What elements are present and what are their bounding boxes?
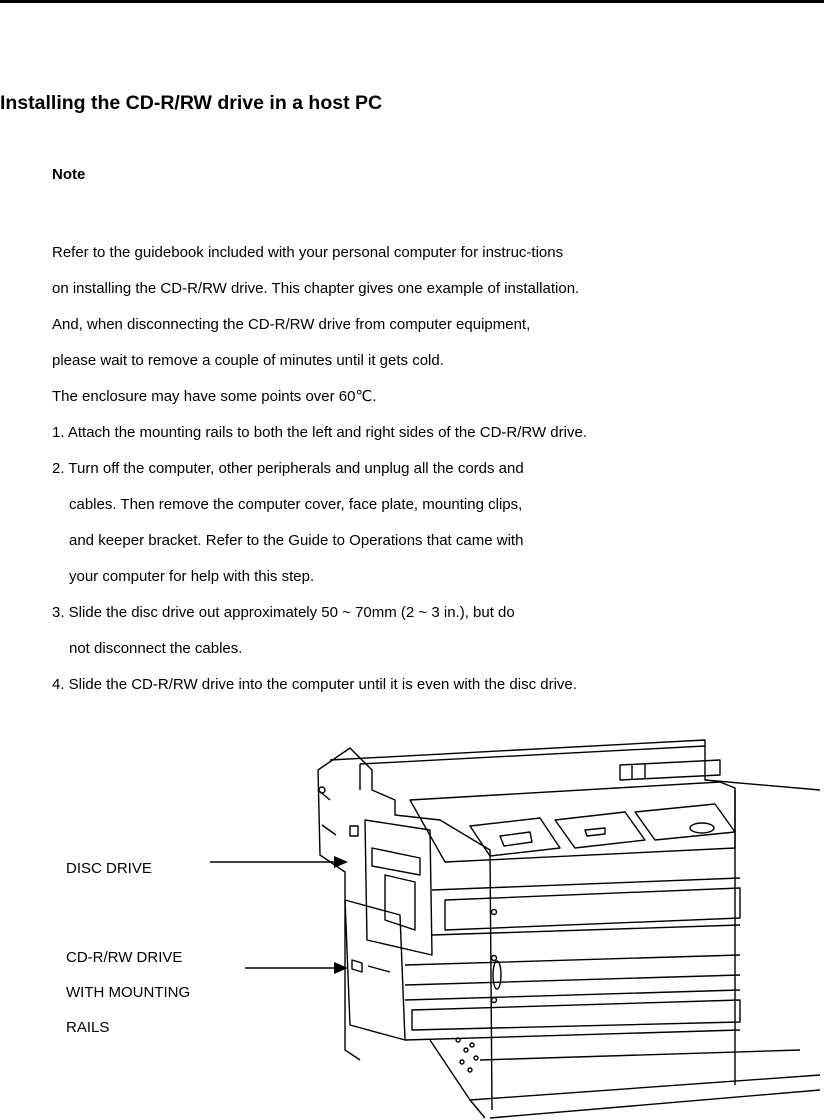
cdrw-label-line: CD-R/RW DRIVE — [66, 949, 183, 966]
step-4: 4. Slide the CD-R/RW drive into the computer until it is even with the disc drive. — [52, 676, 577, 693]
para-line: The enclosure may have some points over 60℃. — [52, 388, 377, 405]
step-3: 3. Slide the disc drive out approximately 50 ~ 70mm (2 ~ 3 in.), but do — [52, 604, 515, 621]
cdrw-drive-label — [66, 940, 190, 1045]
instructions-text — [52, 235, 587, 703]
step-2-cont: cables. Then remove the computer cover, face plate, mounting clips, — [69, 496, 523, 513]
step-2-cont: your computer for help with this step. — [69, 568, 315, 585]
top-rule — [0, 0, 824, 3]
para-line: And, when disconnecting the CD-R/RW drive from computer equipment, — [52, 316, 531, 333]
cdrw-label-line: WITH MOUNTING — [66, 984, 191, 1001]
disc-drive-label: DISC DRIVE — [66, 860, 152, 877]
note-label: Note — [52, 166, 86, 183]
page-title: Installing the CD-R/RW drive in a host PC — [0, 92, 383, 114]
step-3-cont: not disconnect the cables. — [69, 640, 243, 657]
step-2: 2. Turn off the computer, other peripherals and unplug all the cords and — [52, 460, 524, 477]
step-1: 1. Attach the mounting rails to both the left and right sides of the CD-R/RW drive. — [52, 424, 587, 441]
step-2-cont: and keeper bracket. Refer to the Guide to Operations that came with — [69, 532, 524, 549]
para-line: Refer to the guidebook included with your personal computer for instruc-tions — [52, 244, 564, 261]
para-line: please wait to remove a couple of minutes until it gets cold. — [52, 352, 444, 369]
drive-installation-illustration — [300, 730, 824, 1120]
cdrw-label-line: RAILS — [66, 1019, 110, 1036]
para-line: on installing the CD-R/RW drive. This chapter gives one example of installation. — [52, 280, 580, 297]
